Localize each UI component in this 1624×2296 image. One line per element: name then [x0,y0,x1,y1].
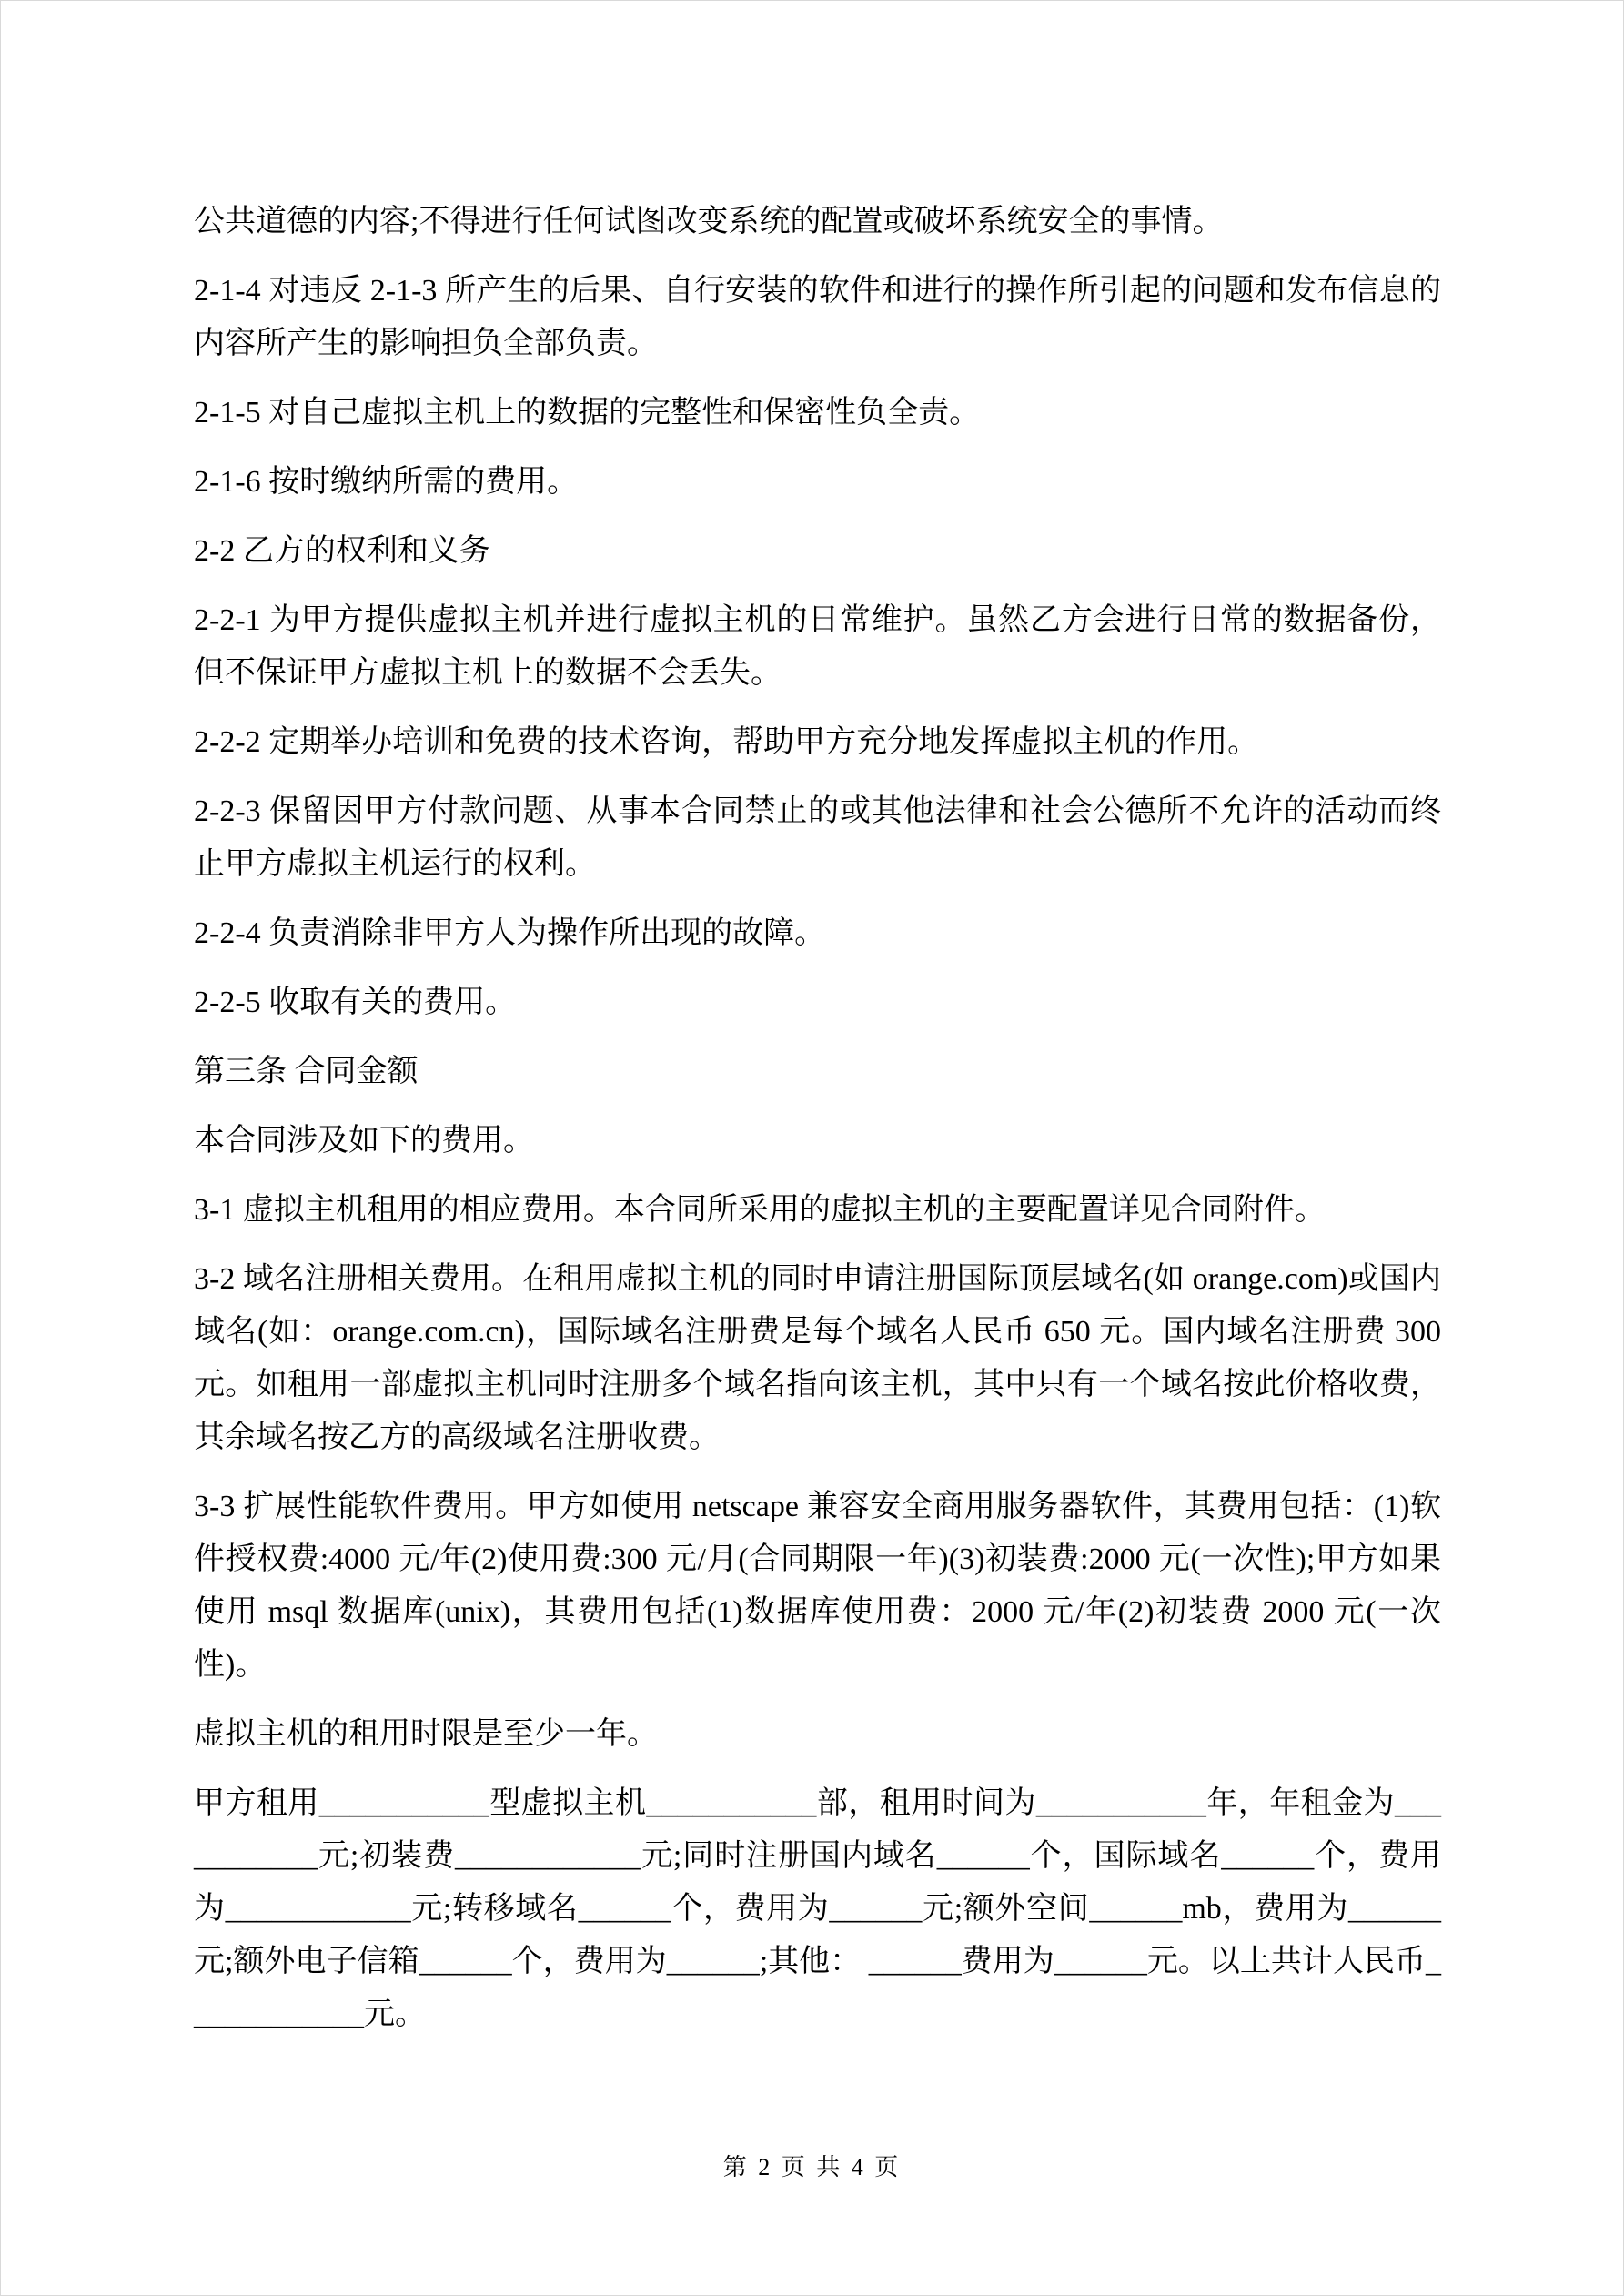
heading-article-3: 第三条 合同金额 [194,1055,419,1088]
paragraph-3-1: 3-1 虚拟主机租用的相应费用。本合同所采用的虚拟主机的主要配置详见合同附件。 [194,1193,1326,1227]
paragraph-2-2-3: 2-2-3 保留因甲方付款问题、从事本合同禁止的或其他法律和社会公德所不允许的活动而终止甲方虚拟主机运行的权利。 [194,794,1441,881]
paragraph-intro-continued: 公共道德的内容;不得进行任何试图改变系统的配置或破坏系统安全的事情。 [194,205,1224,238]
page-number-footer: 第 2 页 共 4 页 [722,2154,902,2180]
heading-2-2: 2-2 乙方的权利和义务 [194,534,490,568]
paragraph-rental-term: 虚拟主机的租用时限是至少一年。 [194,1717,658,1751]
paragraph-2-2-1: 2-2-1 为甲方提供虚拟主机并进行虚拟主机的日常维护。虽然乙方会进行日常的数据备份，但不保证甲方虚拟主机上的数据不会丢失。 [194,603,1441,690]
paragraph-fill-in-blanks: 甲方租用___________型虚拟主机___________部，租用时间为___________年，年租金为___________元;初装费____________元;同时注册国内域名______个，国际域名______个，费用为____________元;转移域名______个，费用为______元;额外空间______mb，费用为______元;额外电子信箱______个，费用为______;其他： ______费用为______元。以上共计人民币____________元。 [194,1786,1441,2031]
paragraph-2-2-4: 2-2-4 负责消除非甲方人为操作所出现的故障。 [194,916,826,950]
paragraph-fees-intro: 本合同涉及如下的费用。 [194,1124,534,1158]
contract-body [194,196,1449,2058]
paragraph-2-2-2: 2-2-2 定期举办培训和免费的技术咨询，帮助甲方充分地发挥虚拟主机的作用。 [194,725,1259,759]
paragraph-2-1-5: 2-1-5 对自己虚拟主机上的数据的完整性和保密性负全责。 [194,396,981,430]
paragraph-2-1-4: 2-1-4 对违反 2-1-3 所产生的后果、自行安装的软件和进行的操作所引起的问题和发布信息的内容所产生的影响担负全部负责。 [194,274,1441,360]
paragraph-2-1-6: 2-1-6 按时缴纳所需的费用。 [194,465,579,499]
paragraph-3-3: 3-3 扩展性能软件费用。甲方如使用 netscape 兼容安全商用服务器软件，其费用包括：(1)软件授权费:4000 元/年(2)使用费:300 元/月(合同期限一年)(3)初装费:2000 元(一次性);甲方如果使用 msql 数据库(unix)，其费用包括(1)数据库使用费：2000 元/年(2)初装费 2000 元(一次性)。 [194,1490,1441,1682]
paragraph-2-2-5: 2-2-5 收取有关的费用。 [194,986,517,1019]
paragraph-3-2: 3-2 域名注册相关费用。在租用虚拟主机的同时申请注册国际顶层域名(如 orange.com)或国内域名(如：orange.com.cn)，国际域名注册费是每个域名人民币 650 元。国内域名注册费 300 元。如租用一部虚拟主机同时注册多个域名指向该主机，其中只有一个域名按此价格收费，其余域名按乙方的高级域名注册收费。 [194,1262,1449,1454]
